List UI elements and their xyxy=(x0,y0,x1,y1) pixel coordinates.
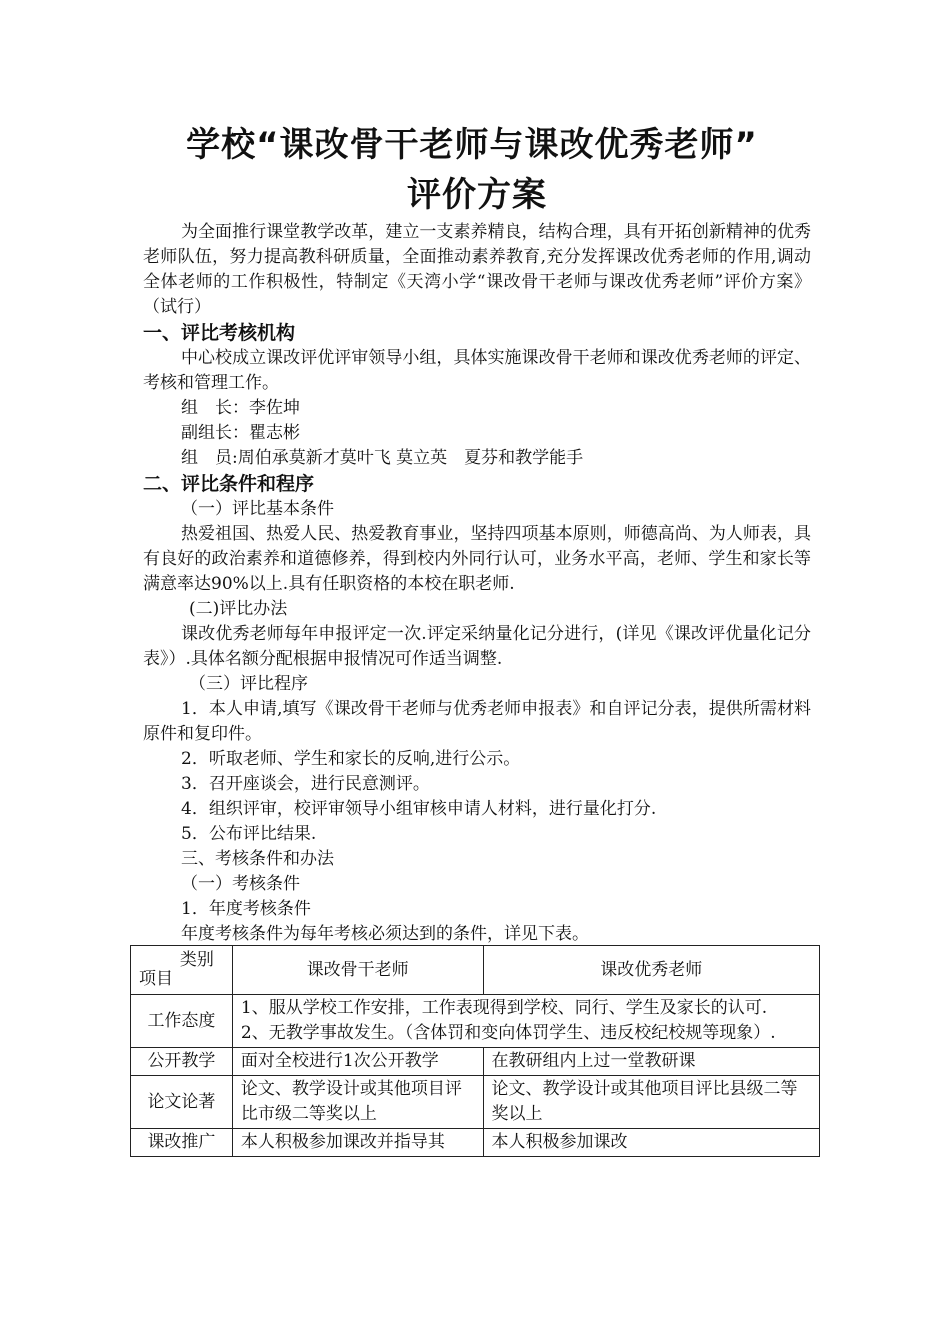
section3-item1: 1．年度考核条件 xyxy=(181,899,311,919)
table-row xyxy=(131,1076,820,1129)
row-label: 课改推广 xyxy=(131,1129,233,1157)
row-label: 论文论著 xyxy=(131,1076,233,1129)
section3-sub1: （一）考核条件 xyxy=(181,874,300,894)
step-item: 3．召开座谈会，进行民意测评。 xyxy=(181,774,430,794)
section1-members: 组 员:周伯承莫新才莫叶飞 莫立英 夏芬和教学能手 xyxy=(181,448,584,468)
merged-cell: 1、服从学校工作安排，工作表现得到学校、同行、学生及家长的认可. 2、无教学事故发生。（含体罚和变向体罚学生、违反校纪校规等现象）. xyxy=(232,995,819,1048)
section2-heading: 二、评比条件和程序 xyxy=(143,473,315,495)
row-label: 工作态度 xyxy=(131,995,233,1048)
document-title-line2: 评价方案 xyxy=(407,175,547,215)
section2-sub3: （三）评比程序 xyxy=(189,674,308,694)
column-header-backbone: 课改骨干老师 xyxy=(232,946,483,995)
column-header-excellent: 课改优秀老师 xyxy=(483,946,820,995)
assessment-table xyxy=(130,945,820,1157)
table-row xyxy=(131,1048,820,1076)
table-cell: 面对全校进行1次公开教学 xyxy=(232,1048,483,1076)
corner-item-label: 项目 xyxy=(139,969,173,989)
table-corner-cell xyxy=(131,946,233,995)
table-cell: 本人积极参加课改并指导其 xyxy=(232,1129,483,1157)
table-header-row xyxy=(131,946,820,995)
step-item: 2．听取老师、学生和家长的反响,进行公示。 xyxy=(181,749,521,769)
section3-item1-body: 年度考核条件为每年考核必须达到的条件，详见下表。 xyxy=(181,924,589,944)
step-item: 4．组织评审，校评审领导小组审核申请人材料，进行量化打分. xyxy=(181,799,657,819)
step-item: 1．本人申请,填写《课改骨干老师与优秀老师申报表》和自评记分表，提供所需材料原件和复印件。 xyxy=(143,699,811,744)
table-cell: 本人积极参加课改 xyxy=(483,1129,820,1157)
section1-deputy: 副组长：瞿志彬 xyxy=(181,423,300,443)
section1-heading: 一、评比考核机构 xyxy=(143,322,296,344)
step-item: 5．公布评比结果. xyxy=(181,824,317,844)
document-page xyxy=(143,120,811,947)
table-cell: 论文、教学设计或其他项目评比市级二等奖以上 xyxy=(232,1076,483,1129)
section1-body: 中心校成立课改评优评审领导小组，具体实施课改骨干老师和课改优秀老师的评定、考核和管理工作。 xyxy=(143,348,811,393)
section1-leader: 组 长：李佐坤 xyxy=(181,398,300,418)
document-title-line1: 学校“课改骨干老师与课改优秀老师” xyxy=(186,125,758,165)
table-row xyxy=(131,1129,820,1157)
row-label: 公开教学 xyxy=(131,1048,233,1076)
section2-sub1-body: 热爱祖国、热爱人民、热爱教育事业，坚持四项基本原则，师德高尚、为人师表，具有良好的政治素养和道德修养，得到校内外同行认可，业务水平高，老师、学生和家长等满意率达90%以上.具有任职资格的本校在职老师. xyxy=(143,524,811,594)
table-cell: 在教研组内上过一堂教研课 xyxy=(483,1048,820,1076)
section2-sub2-body: 课改优秀老师每年申报评定一次.评定采纳量化记分进行，(详见《课改评优量化记分表》）.具体名额分配根据申报情况可作适当调整. xyxy=(143,624,811,669)
section2-sub1: （一）评比基本条件 xyxy=(181,499,334,519)
section3-heading: 三、考核条件和办法 xyxy=(181,849,334,869)
table-row xyxy=(131,995,820,1048)
intro-paragraph: 为全面推行课堂教学改革，建立一支素养精良，结构合理，具有开拓创新精神的优秀老师队伍，努力提高教科研质量，全面推动素养教育,充分发挥课改优秀老师的作用,调动全体老师的工作积极性，特制定《天湾小学“课改骨干老师与课改优秀老师”评价方案》（试行） xyxy=(143,222,811,317)
table-cell: 论文、教学设计或其他项目评比县级二等奖以上 xyxy=(483,1076,820,1129)
section2-sub2: (二)评比办法 xyxy=(189,599,288,619)
corner-category-label: 类别 xyxy=(179,950,214,970)
